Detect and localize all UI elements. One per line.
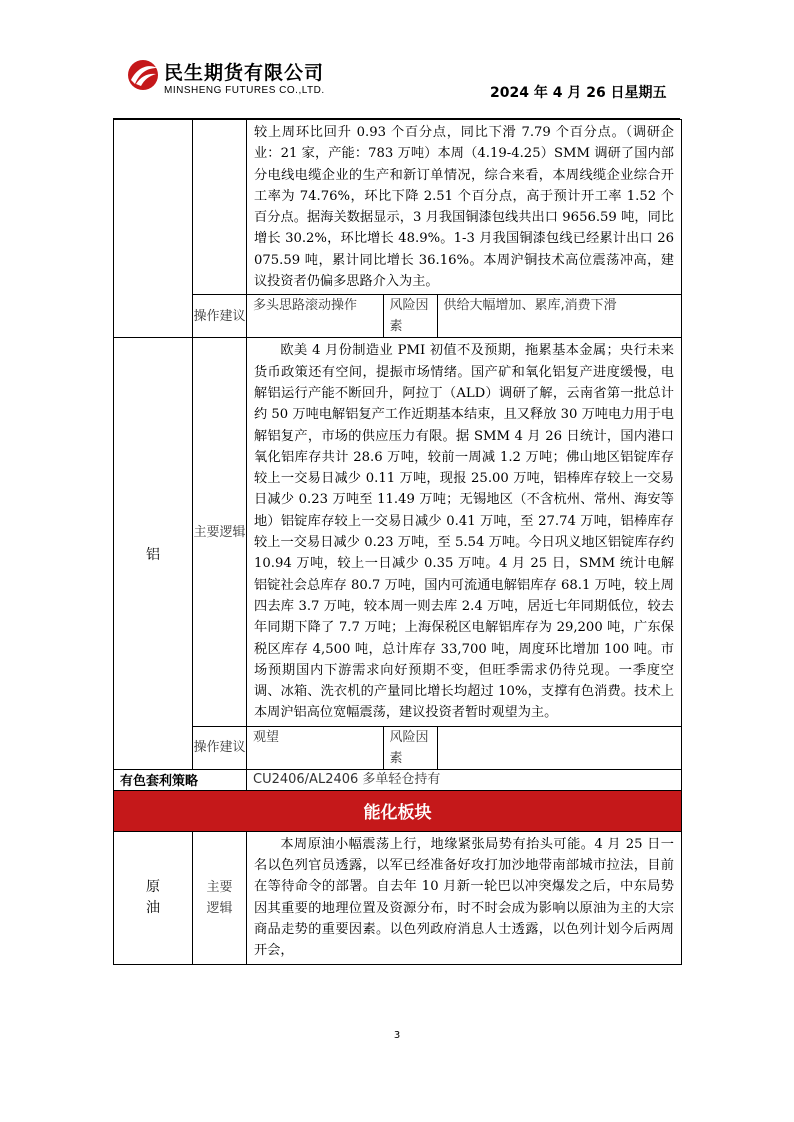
- copper-op-label: 操作建议: [193, 295, 247, 338]
- copper-op-value: 多头思路滚动操作: [253, 298, 358, 314]
- section-title: 能化板块: [114, 790, 682, 831]
- crude-logic-label: 主要逻辑: [206, 879, 233, 916]
- arbitrage-row: [114, 769, 682, 790]
- crude-logic-row: [114, 831, 682, 964]
- page-number: 3: [393, 1030, 401, 1041]
- copper-name-cell: [114, 120, 193, 338]
- aluminum-op-row: [114, 726, 682, 769]
- strategy-table: [113, 119, 682, 965]
- aluminum-risk-label: 风险因素: [383, 727, 437, 769]
- copper-logic-text: 较上周环比回升 0.93 个百分点，同比下滑 7.79 个百分点。（调研企业：21 家，产能：783 万吨）本周（4.19-4.25）SMM 调研了国内部分电线电缆企业的生产和新订单情况，综合来看，本周线缆企业综合开工率为 74.76%，环比下降 2.51 个百分点，高于预计开工率 1.52 个百分点。据海关数据显示，3 月我国铜漆包线共出口 9656.59 吨，同比增长 30.2%，环比增长 48.9%。1-3 月我国铜漆包线已经累计出口 26075.59 吨，累计同比增长 36.16%。本周沪铜技术高位震荡冲高，建议投资者仍偏多思路介入为主。: [254, 125, 674, 290]
- crude-name-cell: [114, 831, 193, 964]
- aluminum-logic-row: [114, 338, 682, 726]
- copper-logic-label-cell: [193, 120, 247, 295]
- aluminum-risk-value: [437, 727, 681, 769]
- company-logo: [126, 54, 366, 104]
- crude-name: 原油: [146, 878, 160, 916]
- section-header-row: [114, 790, 682, 831]
- aluminum-logic-text: 欧美 4 月份制造业 PMI 初值不及预期，拖累基本金属；央行未来货币政策还有空间，提振市场情绪。国产矿和氧化铝复产进度缓慢，电解铝运行产能不断回升，阿拉丁（ALD）调研了解，云南省第一批总计约 50 万吨电解铝复产工作近期基本结束，且又释放 30 万吨电力用于电解铝复产，市场的供应压力有限。据 SMM 4 月 26 日统计，国内港口氧化铝库存共计 28.6 万吨，较前一周减 1.2 万吨；佛山地区铝锭库存较上一交易日减少 0.11 万吨，现报 25.00 万吨，铝棒库存较上一交易日减少 0.23 万吨至 11.49 万吨；无锡地区（不含杭州、常州、海安等地）铝锭库存较上一交易日减少 0.41 万吨，至 27.74 万吨，铝棒库存较上一交易日减少 0.23 万吨，至 5.54 万吨。今日巩义地区铝锭库存约 10.94 万吨，较上一日减少 0.35 万吨。4 月 25 日，SMM 统计电解铝锭社会总库存 80.7 万吨，国内可流通电解铝库存 68.1 万吨，较上周四去库 3.7 万吨，较本周一则去库 2.4 万吨，居近七年同期低位，较去年同期下降了 7.7 万吨；上海保税区电解铝库存为 29,200 吨，广东保税区库存 4,500 吨，总计库存 33,700 吨，周度环比增加 100 吨。市场预期国内下游需求向好预期不变，但旺季需求仍待兑现。一季度空调、冰箱、洗衣机的产量同比增长均超过 10%，支撑有色消费。技术上本周沪铝高位宽幅震荡，建议投资者暂时观望为主。: [254, 343, 674, 721]
- report-date: 2024 年 4 月 26 日星期五: [490, 85, 667, 101]
- crude-logic-label-cell: [193, 831, 247, 964]
- aluminum-logic-label: 主要逻辑: [193, 338, 247, 726]
- company-name-cn: 民生期货有限公司: [164, 62, 325, 84]
- aluminum-op-value: 观望: [253, 729, 280, 745]
- minsheng-logo-icon: [126, 58, 160, 92]
- aluminum-name: 铝: [114, 338, 193, 769]
- aluminum-op-label: 操作建议: [193, 726, 247, 769]
- copper-logic-row: [114, 120, 682, 295]
- copper-op-row: [114, 295, 682, 338]
- copper-risk-label: 风险因素: [383, 295, 437, 337]
- arbitrage-value: CU2406/AL2406 多单轻仓持有: [247, 769, 682, 790]
- crude-logic-text: 本周原油小幅震荡上行，地缘紧张局势有抬头可能。4 月 25 日一名以色列官员透露，以军已经准备好攻打加沙地带南部城市拉法，目前在等待命令的部署。自去年 10 月新一轮巴以冲突爆发之后，中东局势因其重要的地理位置及资源分布，时不时会成为影响以原油为主的大宗商品走势的重要因素。以色列政府消息人士透露，以色列计划今后两周开会，: [254, 836, 674, 959]
- copper-risk-value: 供给大幅增加、累库,消费下滑: [437, 295, 681, 337]
- company-name-en: MINSHENG FUTURES CO.,LTD.: [164, 85, 325, 96]
- arbitrage-label: 有色套利策略: [114, 769, 247, 790]
